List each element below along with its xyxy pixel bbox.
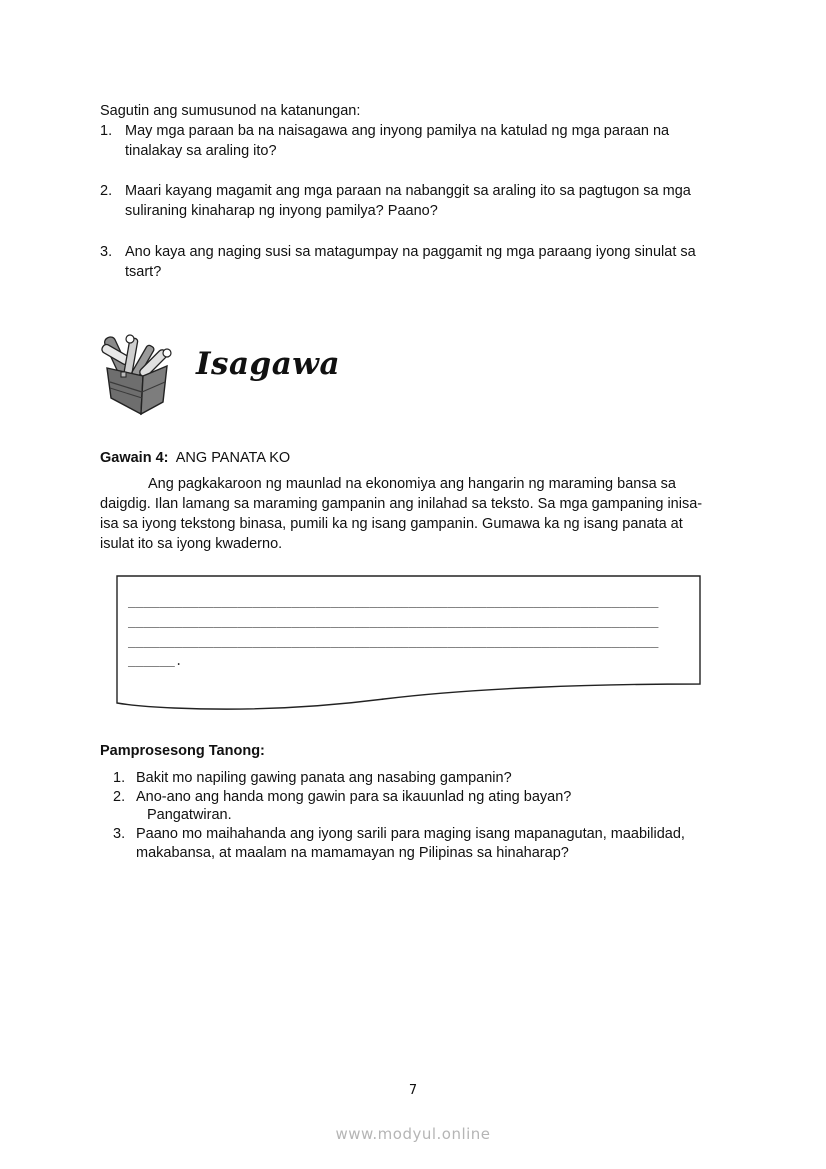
answer-line[interactable]: ____________________________________________________________________ <box>128 595 659 610</box>
question-number: 2. <box>100 183 113 199</box>
section-title: Isagawa <box>196 346 341 382</box>
paragraph-line: daigdig. Ilan lamang sa maraming gampanin ang inilahad sa teksto. Sa mga gampaning inisa- <box>100 496 703 512</box>
activity-name: ANG PANATA KO <box>175 450 291 466</box>
paragraph-line: isulat ito sa iyong kwaderno. <box>100 536 283 552</box>
processing-heading: Pamprosesong Tanong: <box>100 743 265 759</box>
question-number: 1. <box>100 123 113 139</box>
question-text: May mga paraan ba na naisagawa ang inyong pamilya na katulad ng mga paraan na <box>125 123 670 139</box>
question-number: 3. <box>100 244 113 260</box>
question-text: Ano-ano ang handa mong gawin para sa ikauunlad ng ating bayan? <box>136 789 572 805</box>
question-text: Ano kaya ang naging susi sa matagumpay na paggamit ng mga paraang iyong sinulat sa <box>125 244 696 260</box>
question-text-cont: tinalakay sa araling ito? <box>125 143 277 159</box>
question-text-cont: suliraning kinaharap ng inyong pamilya? Paano? <box>125 203 438 219</box>
question-text-cont: Pangatwiran. <box>147 807 232 823</box>
watermark: www.modyul.online <box>335 1125 491 1143</box>
question-text: Maari kayang magamit ang mga paraan na nabanggit sa araling ito sa pagtugon sa mga <box>125 183 691 199</box>
page-number: 7 <box>408 1083 418 1098</box>
question-text-cont: makabansa, at maalam na mamamayan ng Pilipinas sa hinaharap? <box>136 845 569 861</box>
activity-heading <box>100 448 290 468</box>
toolbox-icon <box>97 330 183 416</box>
question-number: 3. <box>113 826 126 842</box>
paragraph-line: Ang pagkakaroon ng maunlad na ekonomiya ang hangarin ng maraming bansa sa <box>148 476 676 492</box>
question-text: Bakit mo napiling gawing panata ang nasabing gampanin? <box>136 770 512 786</box>
question-number: 1. <box>113 770 126 786</box>
question-text-cont: tsart? <box>125 264 162 280</box>
paragraph-line: isa sa iyong tekstong binasa, pumili ka ng isang gampanin. Gumawa ka ng isang panata at <box>100 516 683 532</box>
question-number: 2. <box>113 789 126 805</box>
activity-label: Gawain 4: <box>100 450 169 466</box>
question-text: Paano mo maihahanda ang iyong sarili para maging isang mapanagutan, maabilidad, <box>136 826 685 842</box>
questions-intro: Sagutin ang sumusunod na katanungan: <box>100 103 361 119</box>
answer-line[interactable]: ____________________________________________________________________ <box>128 635 659 650</box>
answer-line[interactable]: ____________________________________________________________________ <box>128 615 659 630</box>
answer-line[interactable]: ______. <box>128 654 183 669</box>
